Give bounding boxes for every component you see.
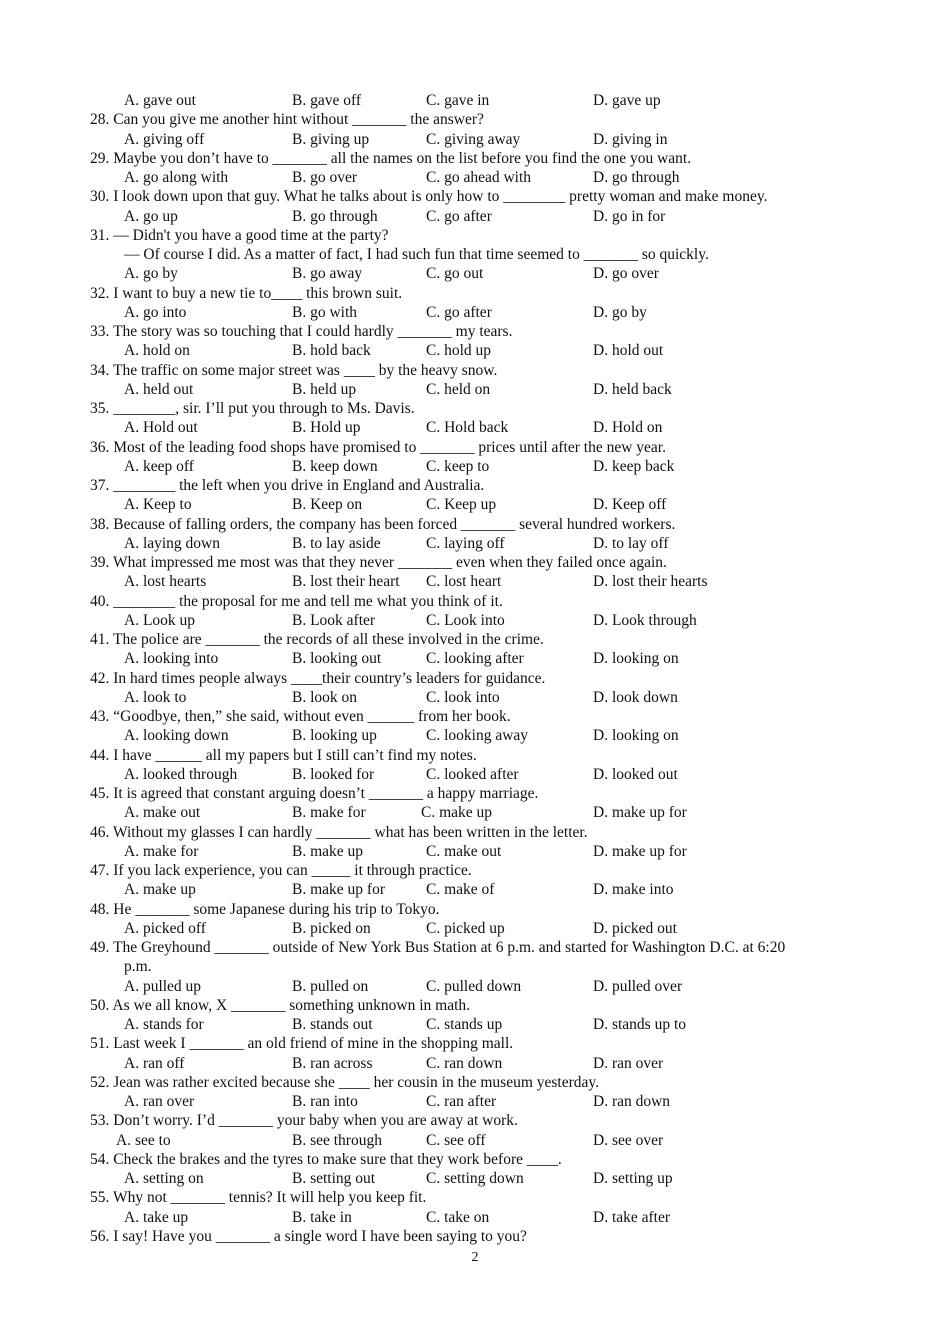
question-text: 28. Can you give me another hint without _______ the answer? [90, 111, 484, 129]
option-c: C. giving away [426, 130, 521, 148]
option-c: C. ran down [426, 1054, 503, 1072]
option-a: A. picked off [124, 919, 206, 937]
options-row [0, 264, 950, 283]
option-b: B. pulled on [292, 977, 369, 995]
option-c: C. make out [426, 842, 502, 860]
option-c: C. ran after [426, 1093, 497, 1110]
option-c: C. see off [426, 1131, 486, 1149]
option-d: D. go through [593, 169, 680, 186]
options-row [0, 380, 950, 399]
option-d: D. Hold on [593, 419, 663, 437]
option-c: C. laying off [426, 534, 505, 552]
option-d: D. make into [593, 881, 674, 899]
option-b: B. stands out [292, 1016, 373, 1033]
question-block [0, 592, 950, 631]
question-block [0, 861, 950, 900]
option-d: D. go by [593, 303, 647, 321]
question-text: 32. I want to buy a new tie to____ this brown suit. [90, 284, 403, 302]
options-row [0, 418, 950, 437]
question-block [0, 1227, 950, 1246]
option-d: D. ran over [593, 1054, 664, 1072]
option-b: B. lost their heart [292, 573, 400, 591]
option-c: C. make of [426, 881, 495, 899]
option-b: B. keep down [292, 457, 378, 475]
options-row [0, 649, 950, 668]
options-row [0, 168, 950, 187]
options-row [0, 1208, 950, 1227]
options-row [0, 130, 950, 149]
option-b: B. gave off [292, 92, 362, 109]
option-c: C. look into [426, 688, 500, 706]
option-b: B. hold back [292, 342, 371, 360]
question-text: 29. Maybe you don’t have to _______ all the names on the list before you find the one you want. [90, 149, 692, 167]
option-c: C. setting down [426, 1170, 524, 1187]
options-row [0, 919, 950, 938]
option-d: D. hold out [593, 342, 664, 360]
option-b: B. go with [292, 303, 358, 321]
question-block [0, 553, 950, 592]
question-text: 41. The police are _______ the records of all these involved in the crime. [90, 631, 544, 648]
option-a: A. gave out [124, 92, 196, 109]
question-text: 36. Most of the leading food shops have promised to _______ prices until after the new year. [90, 438, 666, 456]
option-c: C. gave in [426, 92, 490, 109]
option-c: C. make up [421, 804, 493, 822]
option-b: B. make up for [292, 881, 385, 899]
option-d: D. Keep off [593, 496, 667, 514]
question-text: 51. Last week I _______ an old friend of mine in the shopping mall. [90, 1035, 514, 1053]
option-c: C. go after [426, 207, 492, 225]
options-row [0, 1131, 950, 1150]
option-d: D. looked out [593, 765, 678, 783]
option-a: A. setting on [124, 1170, 204, 1187]
question-block [0, 1111, 950, 1150]
option-a: A. looking into [124, 650, 219, 668]
question-text: 56. I say! Have you _______ a single word I have been saying to you? [90, 1227, 527, 1245]
question-text: 53. Don’t worry. I’d _______ your baby when you are away at work. [90, 1112, 518, 1130]
options-row [0, 207, 950, 226]
options-row [0, 726, 950, 745]
option-d: D. pulled over [593, 977, 683, 995]
option-b: B. to lay aside [292, 534, 381, 552]
question-text-continued: p.m. [124, 958, 152, 976]
option-b: B. Look after [292, 611, 376, 629]
question-block [0, 476, 950, 515]
option-d: D. keep back [593, 457, 675, 475]
question-block [0, 707, 950, 746]
question-block [0, 322, 950, 361]
option-a: A. lost hearts [124, 573, 207, 591]
question-text: 46. Without my glasses I can hardly _______ what has been written in the letter. [90, 823, 588, 841]
option-a: A. keep off [124, 457, 194, 475]
question-block [0, 1034, 950, 1073]
option-a: A. Keep to [124, 496, 192, 514]
options-row [0, 341, 950, 360]
option-d: D. make up for [593, 842, 687, 860]
option-a: A. looked through [124, 765, 238, 783]
question-block [0, 515, 950, 554]
question-text: 54. Check the brakes and the tyres to make sure that they work before ____. [90, 1150, 562, 1168]
option-a: A. go up [124, 207, 178, 225]
option-c: C. go after [426, 303, 492, 321]
question-block [0, 630, 950, 669]
options-row [0, 1092, 950, 1111]
option-b: B. ran into [292, 1093, 358, 1110]
option-a: A. hold on [124, 342, 190, 360]
question-block [0, 226, 950, 284]
option-b: B. look on [292, 688, 358, 706]
question-block [0, 187, 950, 226]
option-d: D. make up for [593, 804, 687, 822]
option-d: D. look down [593, 688, 678, 706]
question-block [0, 284, 950, 323]
option-b: B. giving up [292, 130, 370, 148]
options-row [0, 303, 950, 322]
option-d: D. to lay off [593, 534, 669, 552]
option-c: C. Look into [426, 611, 505, 629]
options-row [0, 977, 950, 996]
document-body [0, 91, 950, 1246]
option-c: C. looking away [426, 727, 529, 745]
question-text: 37. ________ the left when you drive in England and Australia. [90, 477, 485, 494]
option-b: B. picked on [292, 919, 371, 937]
option-c: C. go ahead with [426, 169, 532, 186]
option-d: D. held back [593, 380, 672, 398]
option-c: C. keep to [426, 457, 490, 475]
option-d: D. looking on [593, 650, 679, 668]
option-a: A. held out [124, 380, 194, 398]
question-text: 38. Because of falling orders, the company has been forced _______ several hundred workers. [90, 515, 676, 533]
option-a: A. go along with [124, 169, 229, 186]
question-block [0, 149, 950, 188]
options-row [0, 91, 950, 110]
option-c: C. hold up [426, 342, 492, 360]
question-text: 44. I have ______ all my papers but I still can’t find my notes. [90, 746, 477, 764]
option-b: B. go away [292, 265, 363, 283]
option-d: D. go over [593, 265, 659, 283]
option-c: C. stands up [426, 1016, 503, 1033]
option-b: B. looking up [292, 727, 377, 745]
option-c: C. looking after [426, 650, 524, 668]
option-d: D. picked out [593, 919, 677, 937]
option-a: A. make for [124, 842, 199, 860]
option-a: A. stands for [124, 1016, 204, 1033]
option-d: D. stands up to [593, 1016, 686, 1033]
question-block [0, 438, 950, 477]
option-a: A. ran over [124, 1093, 195, 1110]
option-a: A. see to [116, 1131, 171, 1149]
option-a: A. pulled up [124, 977, 202, 995]
option-c: C. picked up [426, 919, 505, 937]
question-text: 42. In hard times people always ____their country’s leaders for guidance. [90, 669, 546, 687]
option-b: B. held up [292, 380, 357, 398]
option-b: B. make for [292, 804, 366, 822]
option-c: C. take on [426, 1208, 490, 1226]
option-a: A. giving off [124, 130, 205, 148]
option-b: B. see through [292, 1131, 382, 1149]
options-row [0, 534, 950, 553]
option-c: C. pulled down [426, 977, 522, 995]
options-row [0, 688, 950, 707]
question-block [0, 746, 950, 785]
question-text: 30. I look down upon that guy. What he talks about is only how to ________ pretty woman and make money. [90, 188, 768, 206]
question-text: 40. ________ the proposal for me and tell me what you think of it. [90, 592, 503, 610]
option-b: B. Hold up [292, 419, 361, 437]
option-d: D. Look through [593, 611, 697, 629]
question-text: 33. The story was so touching that I could hardly _______ my tears. [90, 323, 513, 340]
option-c: C. Hold back [426, 419, 509, 437]
question-block [0, 669, 950, 708]
options-row [0, 1054, 950, 1073]
option-b: B. looking out [292, 650, 382, 668]
option-a: A. take up [124, 1208, 189, 1226]
option-c: C. Keep up [426, 496, 497, 514]
question-text: 35. ________, sir. I’ll put you through to Ms. Davis. [90, 400, 415, 417]
option-b: B. setting out [292, 1170, 376, 1187]
question-text: 52. Jean was rather excited because she ____ her cousin in the museum yesterday. [90, 1073, 600, 1091]
question-block [0, 900, 950, 939]
options-row [0, 572, 950, 591]
question-block [0, 823, 950, 862]
option-c: C. lost heart [426, 573, 502, 591]
options-row [0, 880, 950, 899]
question-text: 49. The Greyhound _______ outside of New York Bus Station at 6 p.m. and started for Washington D.C. at 6:20 [90, 939, 786, 956]
option-b: B. looked for [292, 765, 375, 783]
option-d: D. giving in [593, 130, 668, 148]
option-d: D. looking on [593, 727, 679, 745]
question-block [0, 1073, 950, 1112]
question-text: 34. The traffic on some major street was ____ by the heavy snow. [90, 361, 498, 379]
option-d: D. gave up [593, 92, 661, 109]
question-block [0, 996, 950, 1035]
option-d: D. see over [593, 1131, 664, 1149]
options-row [0, 1169, 950, 1188]
option-d: D. take after [593, 1208, 671, 1226]
options-row [0, 803, 950, 822]
question-text: 55. Why not _______ tennis? It will help you keep fit. [90, 1189, 427, 1207]
option-c: C. looked after [426, 765, 519, 783]
option-a: A. looking down [124, 727, 229, 745]
option-a: A. go into [124, 303, 187, 321]
option-a: A. go by [124, 265, 178, 283]
question-text: 43. “Goodbye, then,” she said, without even ______ from her book. [90, 708, 511, 725]
option-a: A. look to [124, 688, 187, 706]
option-d: D. setting up [593, 1170, 673, 1187]
option-a: A. make up [124, 881, 196, 899]
option-b: B. make up [292, 842, 364, 860]
question-text: 45. It is agreed that constant arguing doesn’t _______ a happy marriage. [90, 785, 539, 802]
options-row [0, 495, 950, 514]
option-d: D. ran down [593, 1093, 671, 1110]
question-text: 31. — Didn't you have a good time at the party? [90, 226, 389, 244]
question-block [0, 399, 950, 438]
question-text: 48. He _______ some Japanese during his trip to Tokyo. [90, 900, 440, 918]
page-number: 2 [471, 1250, 479, 1265]
question-block [0, 1188, 950, 1227]
option-a: A. make out [124, 804, 201, 822]
options-row [0, 457, 950, 476]
option-b: B. Keep on [292, 496, 363, 514]
option-c: C. go out [426, 265, 484, 283]
option-a: A. laying down [124, 534, 221, 552]
question-block [0, 1150, 950, 1189]
question-block [0, 91, 950, 110]
options-row [0, 765, 950, 784]
question-text: 50. As we all know, X _______ something unknown in math. [90, 996, 471, 1014]
option-b: B. take in [292, 1208, 352, 1226]
option-b: B. ran across [292, 1054, 373, 1072]
question-text: 47. If you lack experience, you can _____ it through practice. [90, 862, 472, 879]
options-row [0, 1015, 950, 1034]
option-d: D. lost their hearts [593, 573, 708, 591]
option-a: A. ran off [124, 1054, 185, 1072]
question-block [0, 110, 950, 149]
options-row [0, 842, 950, 861]
option-a: A. Look up [124, 611, 196, 629]
question-text-continued: — Of course I did. As a matter of fact, I had such fun that time seemed to _______ so quickly. [124, 246, 709, 263]
option-b: B. go through [292, 207, 378, 225]
question-block [0, 784, 950, 823]
question-block [0, 361, 950, 400]
option-a: A. Hold out [124, 419, 198, 437]
question-text: 39. What impressed me most was that they never _______ even when they failed once again. [90, 554, 667, 571]
question-block [0, 938, 950, 996]
option-c: C. held on [426, 380, 491, 398]
option-d: D. go in for [593, 207, 666, 225]
options-row [0, 611, 950, 630]
option-b: B. go over [292, 169, 358, 186]
